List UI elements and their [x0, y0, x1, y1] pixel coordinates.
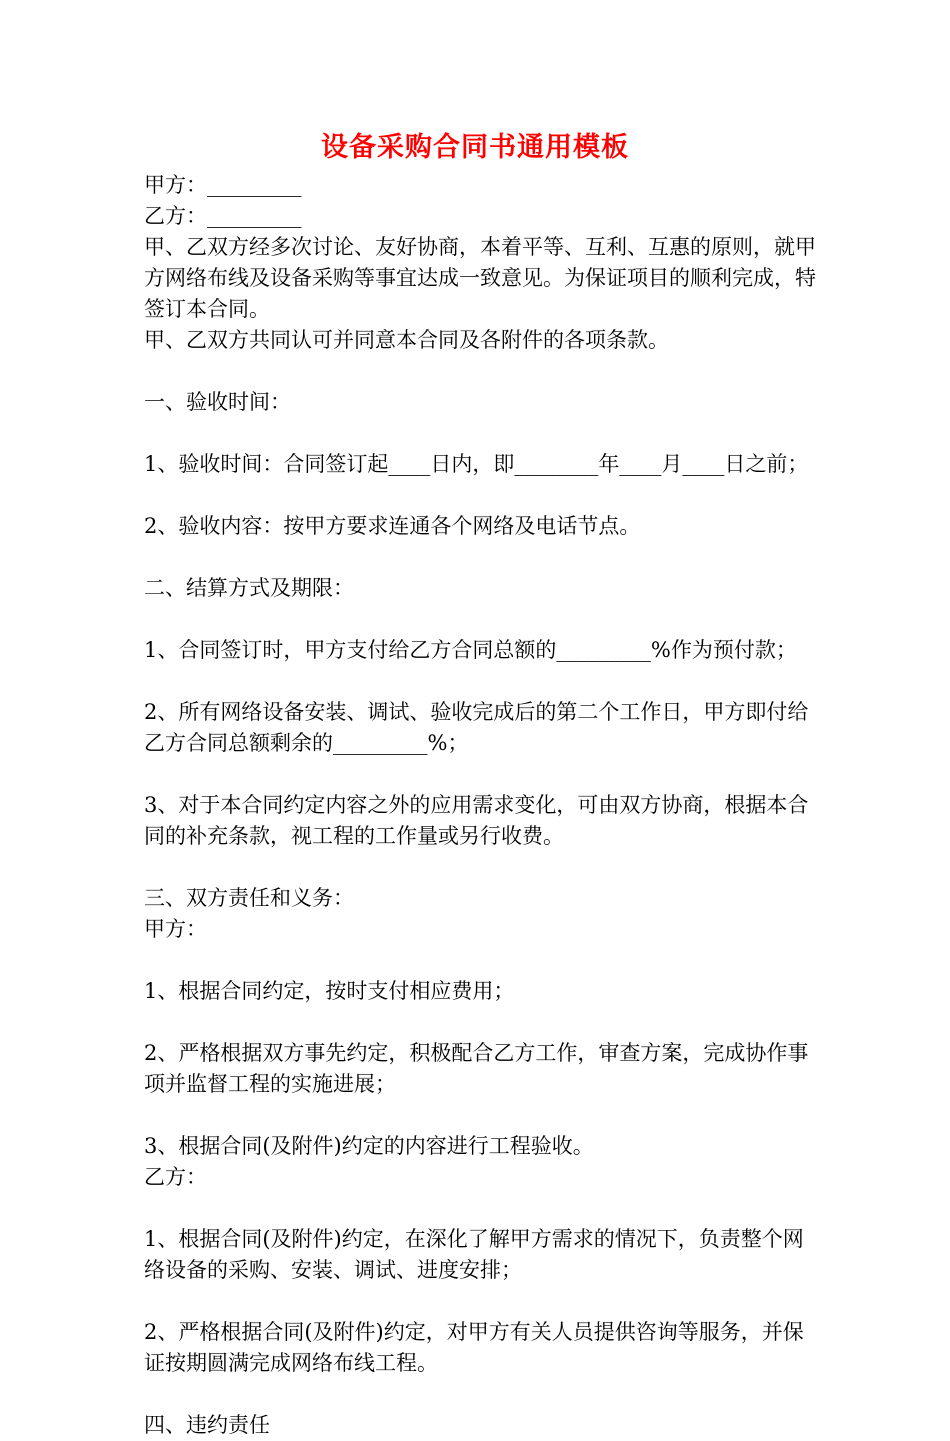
section-heading-settlement: 二、结算方式及期限：: [144, 576, 354, 600]
clause-prepayment: 1、合同签订时，甲方支付给乙方合同总额的_________%作为预付款；: [144, 638, 797, 662]
spacer: [144, 480, 819, 511]
spacer: [144, 852, 819, 883]
party-b-heading: 乙方：: [144, 1165, 207, 1189]
spacer: [144, 1100, 819, 1131]
clause-acceptance-content: 2、验收内容：按甲方要求连通各个网络及电话节点。: [144, 514, 641, 538]
spacer: [144, 1007, 819, 1038]
spacer: [144, 1193, 819, 1224]
section-heading-responsibilities: 三、双方责任和义务：: [144, 886, 354, 910]
party-a-heading: 甲方：: [144, 917, 207, 941]
party-a-duty-2: 2、严格根据双方事先约定，积极配合乙方工作，审查方案，完成协作事项并监督工程的实施进展；: [144, 1041, 809, 1096]
party-b-line: 乙方：_________: [144, 204, 302, 228]
section-heading-acceptance: 一、验收时间：: [144, 390, 291, 414]
spacer: [144, 542, 819, 573]
spacer: [144, 759, 819, 790]
clause-final-payment: 2、所有网络设备安装、调试、验收完成后的第二个工作日，甲方即付给乙方合同总额剩余的_________%；: [144, 700, 809, 755]
spacer: [144, 356, 819, 387]
spacer: [144, 1379, 819, 1410]
party-a-duty-3: 3、根据合同(及附件)约定的内容进行工程验收。: [144, 1134, 594, 1158]
agreement-paragraph: 甲、乙双方共同认可并同意本合同及各附件的各项条款。: [144, 328, 669, 352]
spacer: [144, 418, 819, 449]
clause-extra-requirements: 3、对于本合同约定内容之外的应用需求变化，可由双方协商，根据本合同的补充条款，视工程的工作量或另行收费。: [144, 793, 809, 848]
party-b-duty-1: 1、根据合同(及附件)约定，在深化了解甲方需求的情况下，负责整个网络设备的采购、安装、调试、进度安排；: [144, 1227, 804, 1282]
party-a-line: 甲方：_________: [144, 173, 302, 197]
preamble-paragraph: 甲、乙双方经多次讨论、友好协商，本着平等、互利、互惠的原则，就甲方网络布线及设备采购等事宜达成一致意见。为保证项目的顺利完成，特签订本合同。: [144, 235, 816, 321]
document-body: [144, 170, 819, 1441]
spacer: [144, 604, 819, 635]
party-b-duty-2: 2、严格根据合同(及附件)约定，对甲方有关人员提供咨询等服务，并保证按期圆满完成网络布线工程。: [144, 1320, 804, 1375]
spacer: [144, 666, 819, 697]
spacer: [144, 945, 819, 976]
clause-acceptance-time: 1、验收时间：合同签订起____日内，即________年____月____日之前；: [144, 452, 809, 476]
party-a-duty-1: 1、根据合同约定，按时支付相应费用；: [144, 979, 515, 1003]
spacer: [144, 1286, 819, 1317]
document-title: 设备采购合同书通用模板: [321, 132, 629, 163]
section-heading-breach: 四、违约责任: [144, 1413, 270, 1437]
